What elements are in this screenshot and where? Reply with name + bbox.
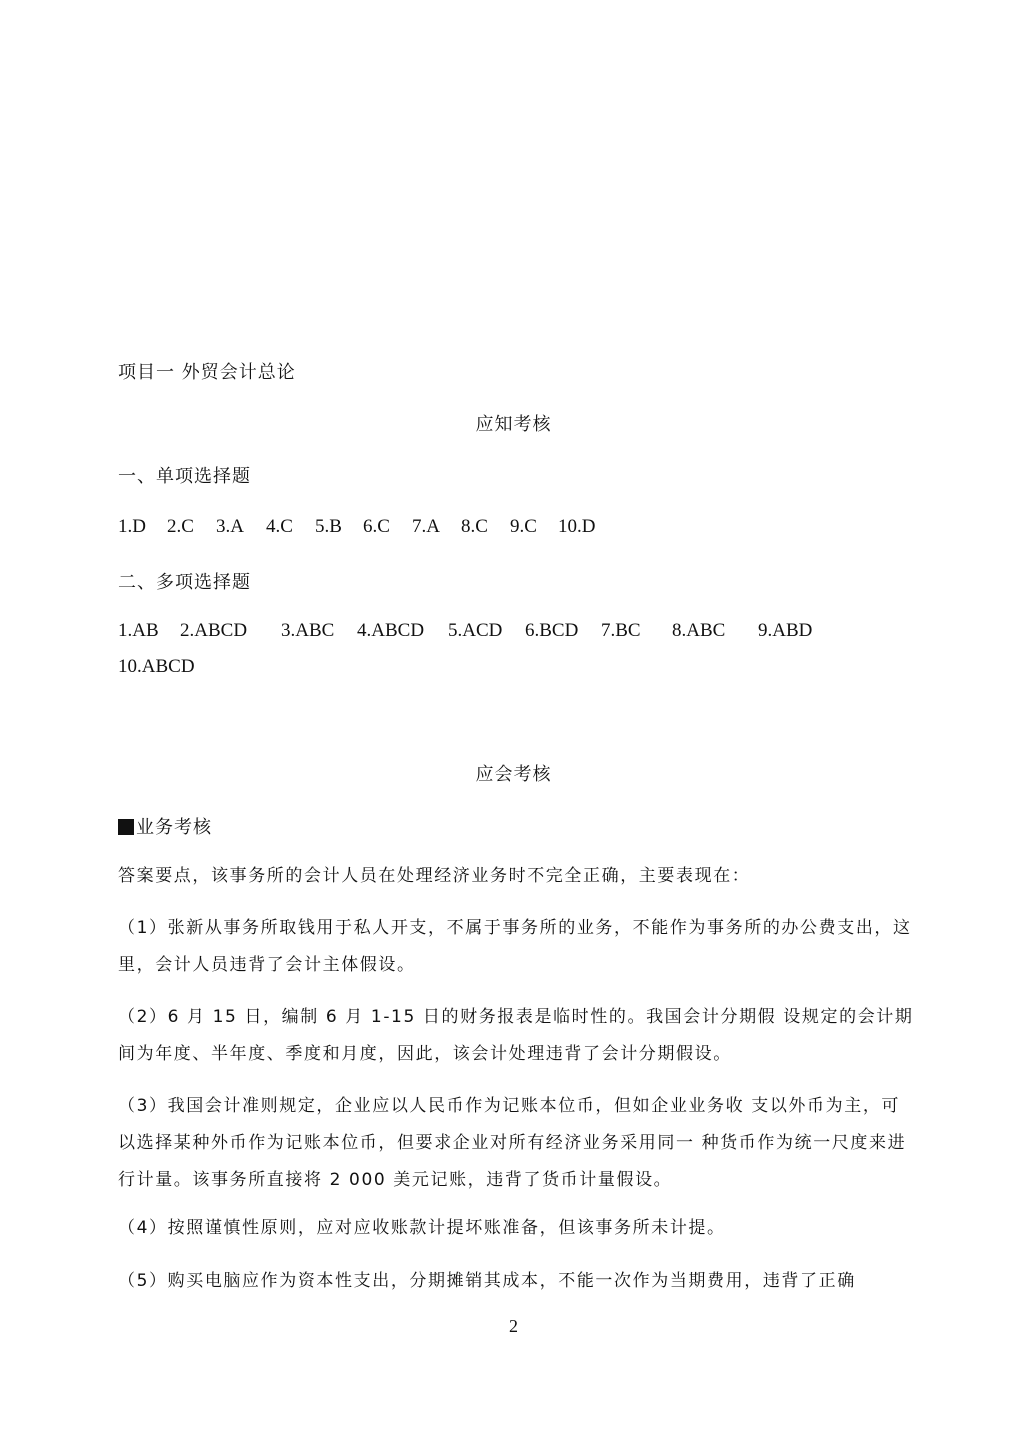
page-number: 2: [509, 1316, 518, 1336]
answer-item: 8.C: [461, 516, 488, 537]
answer-item: 9.ABD: [758, 620, 813, 641]
answer-point-3: （3）我国会计准则规定，企业应以人民币作为记账本位币，但如企业业务收 支以外币为主，可以选择某种外币作为记账本位币，但要求企业对所有经济业务采用同一 种货币作为统一尺度来进行计量。该事务所直接将 2 000 美元记账，违背了货币计量假设。: [118, 1096, 907, 1190]
answer-item: 2.ABCD: [180, 620, 248, 641]
answer-item: 4.ABCD: [357, 620, 425, 641]
multi-choice-heading: 二、多项选择题: [118, 572, 251, 593]
answer-item: 7.BC: [601, 620, 641, 641]
answer-item: 9.C: [510, 516, 537, 537]
chapter-title: 项目一 外贸会计总论: [118, 362, 296, 383]
answer-point-1: （1）张新从事务所取钱用于私人开支，不属于事务所的业务，不能作为事务所的办公费支出，这里，会计人员违背了会计主体假设。: [118, 918, 912, 975]
answer-item: 4.C: [266, 516, 293, 537]
answer-item: 5.ACD: [448, 620, 503, 641]
business-heading: [118, 813, 212, 839]
answer-item: 2.C: [167, 516, 194, 537]
business-heading-text: 业务考核: [136, 817, 212, 838]
answer-item: 1.AB: [118, 620, 159, 641]
black-square-icon: [118, 819, 134, 835]
single-choice-answers: [118, 516, 595, 538]
section-heading-skill: 应会考核: [475, 764, 552, 785]
answer-item: 5.B: [315, 516, 342, 537]
answer-item: 6.C: [363, 516, 390, 537]
answer-item: 6.BCD: [525, 620, 579, 641]
answer-item: 3.A: [216, 516, 244, 537]
answer-item: 3.ABC: [281, 620, 335, 641]
section-heading-knowledge: 应知考核: [475, 414, 552, 435]
answer-point-5: （5）购买电脑应作为资本性支出，分期摊销其成本，不能一次作为当期费用，违背了正确: [118, 1271, 856, 1291]
answer-intro: 答案要点，该事务所的会计人员在处理经济业务时不完全正确，主要表现在：: [118, 866, 751, 886]
answer-point-2: （2）6 月 15 日，编制 6 月 1-15 日的财务报表是临时性的。我国会计分期假 设规定的会计期间为年度、半年度、季度和月度，因此，该会计处理违背了会计分期假设。: [118, 1007, 914, 1064]
answer-item: 8.ABC: [672, 620, 726, 641]
multi-choice-answers-line2: 10.ABCD: [118, 656, 195, 677]
single-choice-heading: 一、单项选择题: [118, 466, 251, 487]
multi-choice-answers-line1: [118, 620, 812, 642]
answer-point-4: （4）按照谨慎性原则，应对应收账款计提坏账准备，但该事务所未计提。: [118, 1218, 726, 1238]
answer-item: 10.D: [558, 516, 596, 537]
answer-item: 1.D: [118, 516, 146, 537]
answer-item: 7.A: [412, 516, 440, 537]
